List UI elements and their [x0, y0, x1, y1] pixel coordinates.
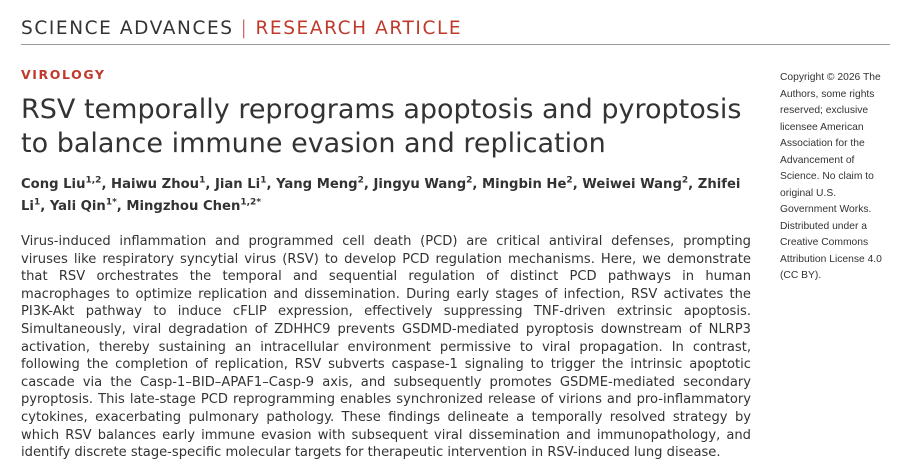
author[interactable]: [126, 199, 261, 214]
author-name: Yali Qin: [49, 199, 106, 214]
header-separator: |: [240, 17, 249, 39]
author-affiliation: 2: [566, 175, 573, 186]
author-affiliation: 1: [33, 197, 41, 208]
subject-category[interactable]: VIROLOGY: [21, 67, 106, 82]
article-type: RESEARCH ARTICLE: [255, 17, 463, 39]
author-name: Jian Li: [214, 177, 261, 192]
author-name: Haiwu Zhou: [111, 177, 200, 192]
author[interactable]: [215, 177, 267, 192]
author-affiliation: 2: [466, 175, 473, 186]
author-separator: ,: [688, 177, 698, 192]
author-name: Cong Liu: [21, 177, 86, 192]
author-name: Yang Meng: [276, 177, 358, 192]
author-affiliation: 2: [357, 175, 364, 186]
author-affiliation: 1,2*: [240, 197, 262, 208]
author-name: Mingbin He: [482, 177, 567, 192]
author-name: Weiwei Wang: [582, 177, 682, 192]
article-title: RSV temporally reprograms apoptosis and pyroptosis to balance immune evasion and replication: [21, 94, 742, 159]
author-separator: ,: [116, 199, 127, 214]
author-name: Mingzhou Chen: [126, 199, 241, 214]
author-affiliation: 1: [260, 175, 267, 186]
abstract: Virus-induced inflammation and programmed cell death (PCD) are critical antiviral defenses, prompting viruses like respiratory syncytial virus (RSV) to develop PCD regulation mechanisms. Here, we demonstrate that RSV orchestrates the temporal and sequential regulation of distinct PCD pathways in human macrophages to optimize replication and dissemination. During early stages of infection, RSV activates the PI3K-Akt pathway to induce cFLIP expression, effectively suppressing TNF-driven extrinsic apoptosis. Simultaneously, viral degradation of ZDHHC9 prevents GSDMD-mediated pyroptosis downstream of NLRP3 activation, thereby sustaining an intracellular environment permissive to viral propagation. In contrast, following the completion of replication, RSV subverts caspase-1 signaling to trigger the intrinsic apoptotic cascade via the Casp-1–BID–APAF1–Casp-9 axis, and subsequently promotes GSDME-mediated secondary pyroptosis. This late-stage PCD reprogramming enables synchronized release of virions and pro-inflammatory cytokines, exacerbating pulmonary pathology. These findings delineate a temporally resolved strategy by which RSV balances early immune evasion with subsequent viral dissemination and immunopathology, and identify discrete stage-specific molecular targets for therapeutic intervention in RSV-induced lung disease.: [21, 234, 751, 461]
author-separator: ,: [205, 177, 215, 192]
author-separator: ,: [40, 199, 50, 214]
author-separator: ,: [101, 177, 112, 192]
author[interactable]: [374, 177, 473, 192]
author-separator: ,: [472, 177, 483, 192]
journal-name[interactable]: SCIENCE ADVANCES: [21, 17, 234, 39]
author-separator: ,: [363, 177, 374, 192]
author-affiliation: 1: [199, 175, 206, 186]
author[interactable]: [582, 177, 688, 192]
author-separator: ,: [572, 177, 583, 192]
author[interactable]: [482, 177, 573, 192]
author-name: Jingyu Wang: [373, 177, 467, 192]
author-affiliation: 1*: [105, 197, 117, 208]
author-affiliation: 2: [681, 175, 689, 186]
author[interactable]: [111, 177, 205, 192]
author[interactable]: [21, 177, 101, 192]
copyright-notice: Copyright © 2026 The Authors, some rights reserved; exclusive licensee American Association for the Advancement of Science. No claim to original U.S. Government Works. Distributed under a Creative Commons Attribution License 4.0 (CC BY).: [780, 72, 882, 281]
author-separator: ,: [266, 177, 277, 192]
author[interactable]: [50, 199, 117, 214]
author[interactable]: [276, 177, 364, 192]
author-affiliation: 1,2: [85, 175, 102, 186]
header-divider: [21, 44, 890, 45]
author-name: Zhifei Li: [21, 177, 741, 214]
author-list: [21, 174, 741, 218]
journal-header: [21, 14, 462, 42]
